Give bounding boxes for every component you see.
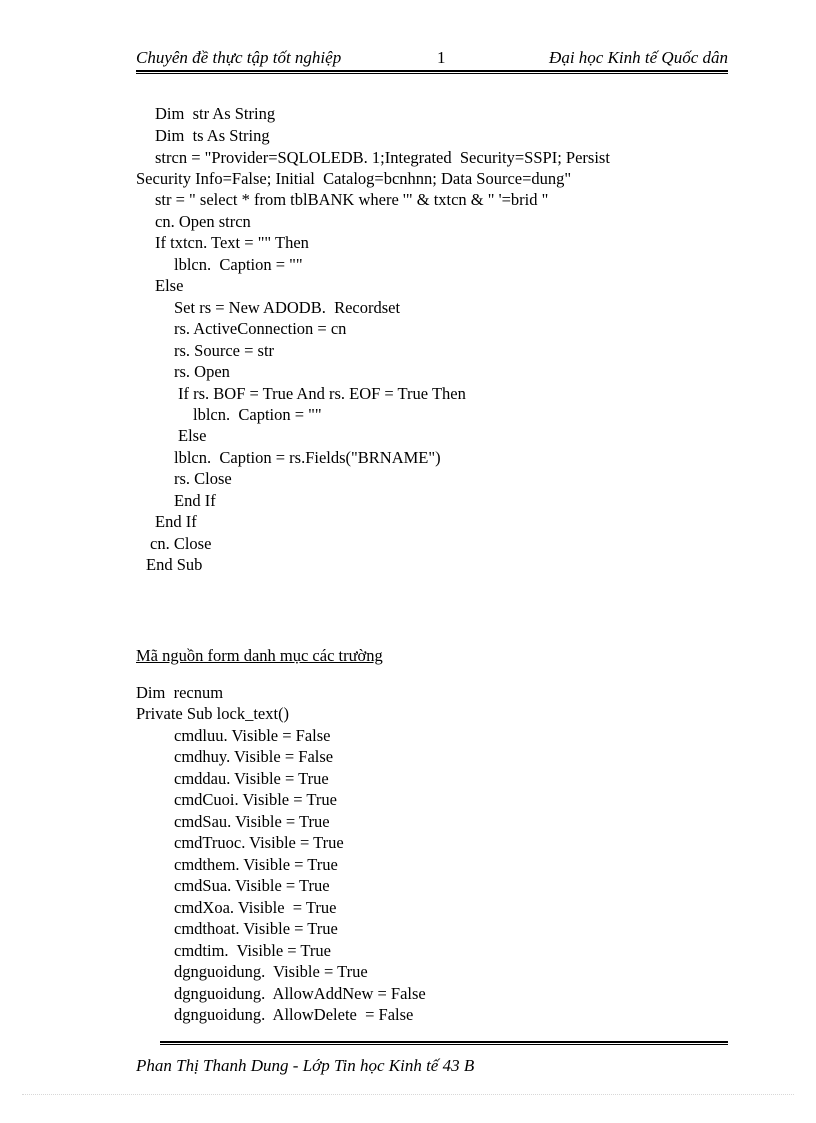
code-line: Security Info=False; Initial Catalog=bcnhnn; Data Source=dung" <box>136 169 572 188</box>
code-line: str = " select * from tblBANK where '" & txtcn & " '=brid " <box>155 190 549 209</box>
page-footer: Phan Thị Thanh Dung - Lớp Tin học Kinh tế 43 B <box>136 1056 475 1075</box>
code-line: lblcn. Caption = "" <box>174 255 303 274</box>
code-line: Set rs = New ADODB. Recordset <box>174 298 401 317</box>
code-line: End If <box>174 491 216 510</box>
code-line: If rs. BOF = True And rs. EOF = True Then <box>178 384 466 403</box>
code-line: cmdtim. Visible = True <box>174 941 331 960</box>
code-line: lblcn. Caption = "" <box>193 405 322 424</box>
code-line: End If <box>155 512 197 531</box>
code-line: Else <box>178 426 207 445</box>
page-header <box>136 46 728 70</box>
code-line: rs. ActiveConnection = cn <box>174 319 347 338</box>
code-line: rs. Close <box>174 469 232 488</box>
section-title: Mã nguồn form danh mục các trường <box>136 646 383 665</box>
code-line: cmdTruoc. Visible = True <box>174 833 344 852</box>
header-page-number: 1 <box>437 48 446 67</box>
code-line: cmdSua. Visible = True <box>174 876 330 895</box>
code-line: cmdXoa. Visible = True <box>174 898 337 917</box>
code-line: dgnguoidung. AllowDelete = False <box>174 1005 414 1024</box>
code-line: cmdCuoi. Visible = True <box>174 790 337 809</box>
code-line: End Sub <box>146 555 203 574</box>
code-line: cmdluu. Visible = False <box>174 726 331 745</box>
code-line: rs. Open <box>174 362 230 381</box>
footer-double-rule <box>160 1041 728 1045</box>
code-line: cmddau. Visible = True <box>174 769 329 788</box>
code-line: cmdSau. Visible = True <box>174 812 330 831</box>
header-double-rule <box>136 70 728 74</box>
code-line: lblcn. Caption = rs.Fields("BRNAME") <box>174 448 441 467</box>
header-course-title: Chuyên đề thực tập tốt nghiệp <box>136 48 342 67</box>
code-line: cn. Open strcn <box>155 212 251 231</box>
code-line: dgnguoidung. AllowAddNew = False <box>174 984 426 1003</box>
code-line: cmdthem. Visible = True <box>174 855 338 874</box>
code-line: If txtcn. Text = "" Then <box>155 233 309 252</box>
code-line: cmdthoat. Visible = True <box>174 919 338 938</box>
code-line: cn. Close <box>150 534 212 553</box>
code-line: dgnguoidung. Visible = True <box>174 962 368 981</box>
code-line: Else <box>155 276 184 295</box>
code-line: Dim ts As String <box>155 126 270 145</box>
header-university: Đại học Kinh tế Quốc dân <box>549 48 728 67</box>
page-edge-divider <box>22 1094 794 1095</box>
code-line: strcn = "Provider=SQLOLEDB. 1;Integrated Security=SSPI; Persist <box>155 148 610 167</box>
code-line: Dim str As String <box>155 104 276 123</box>
code-line: Private Sub lock_text() <box>136 704 290 723</box>
code-line: rs. Source = str <box>174 341 275 360</box>
code-line: Dim recnum <box>136 683 224 702</box>
code-line: cmdhuy. Visible = False <box>174 747 334 766</box>
